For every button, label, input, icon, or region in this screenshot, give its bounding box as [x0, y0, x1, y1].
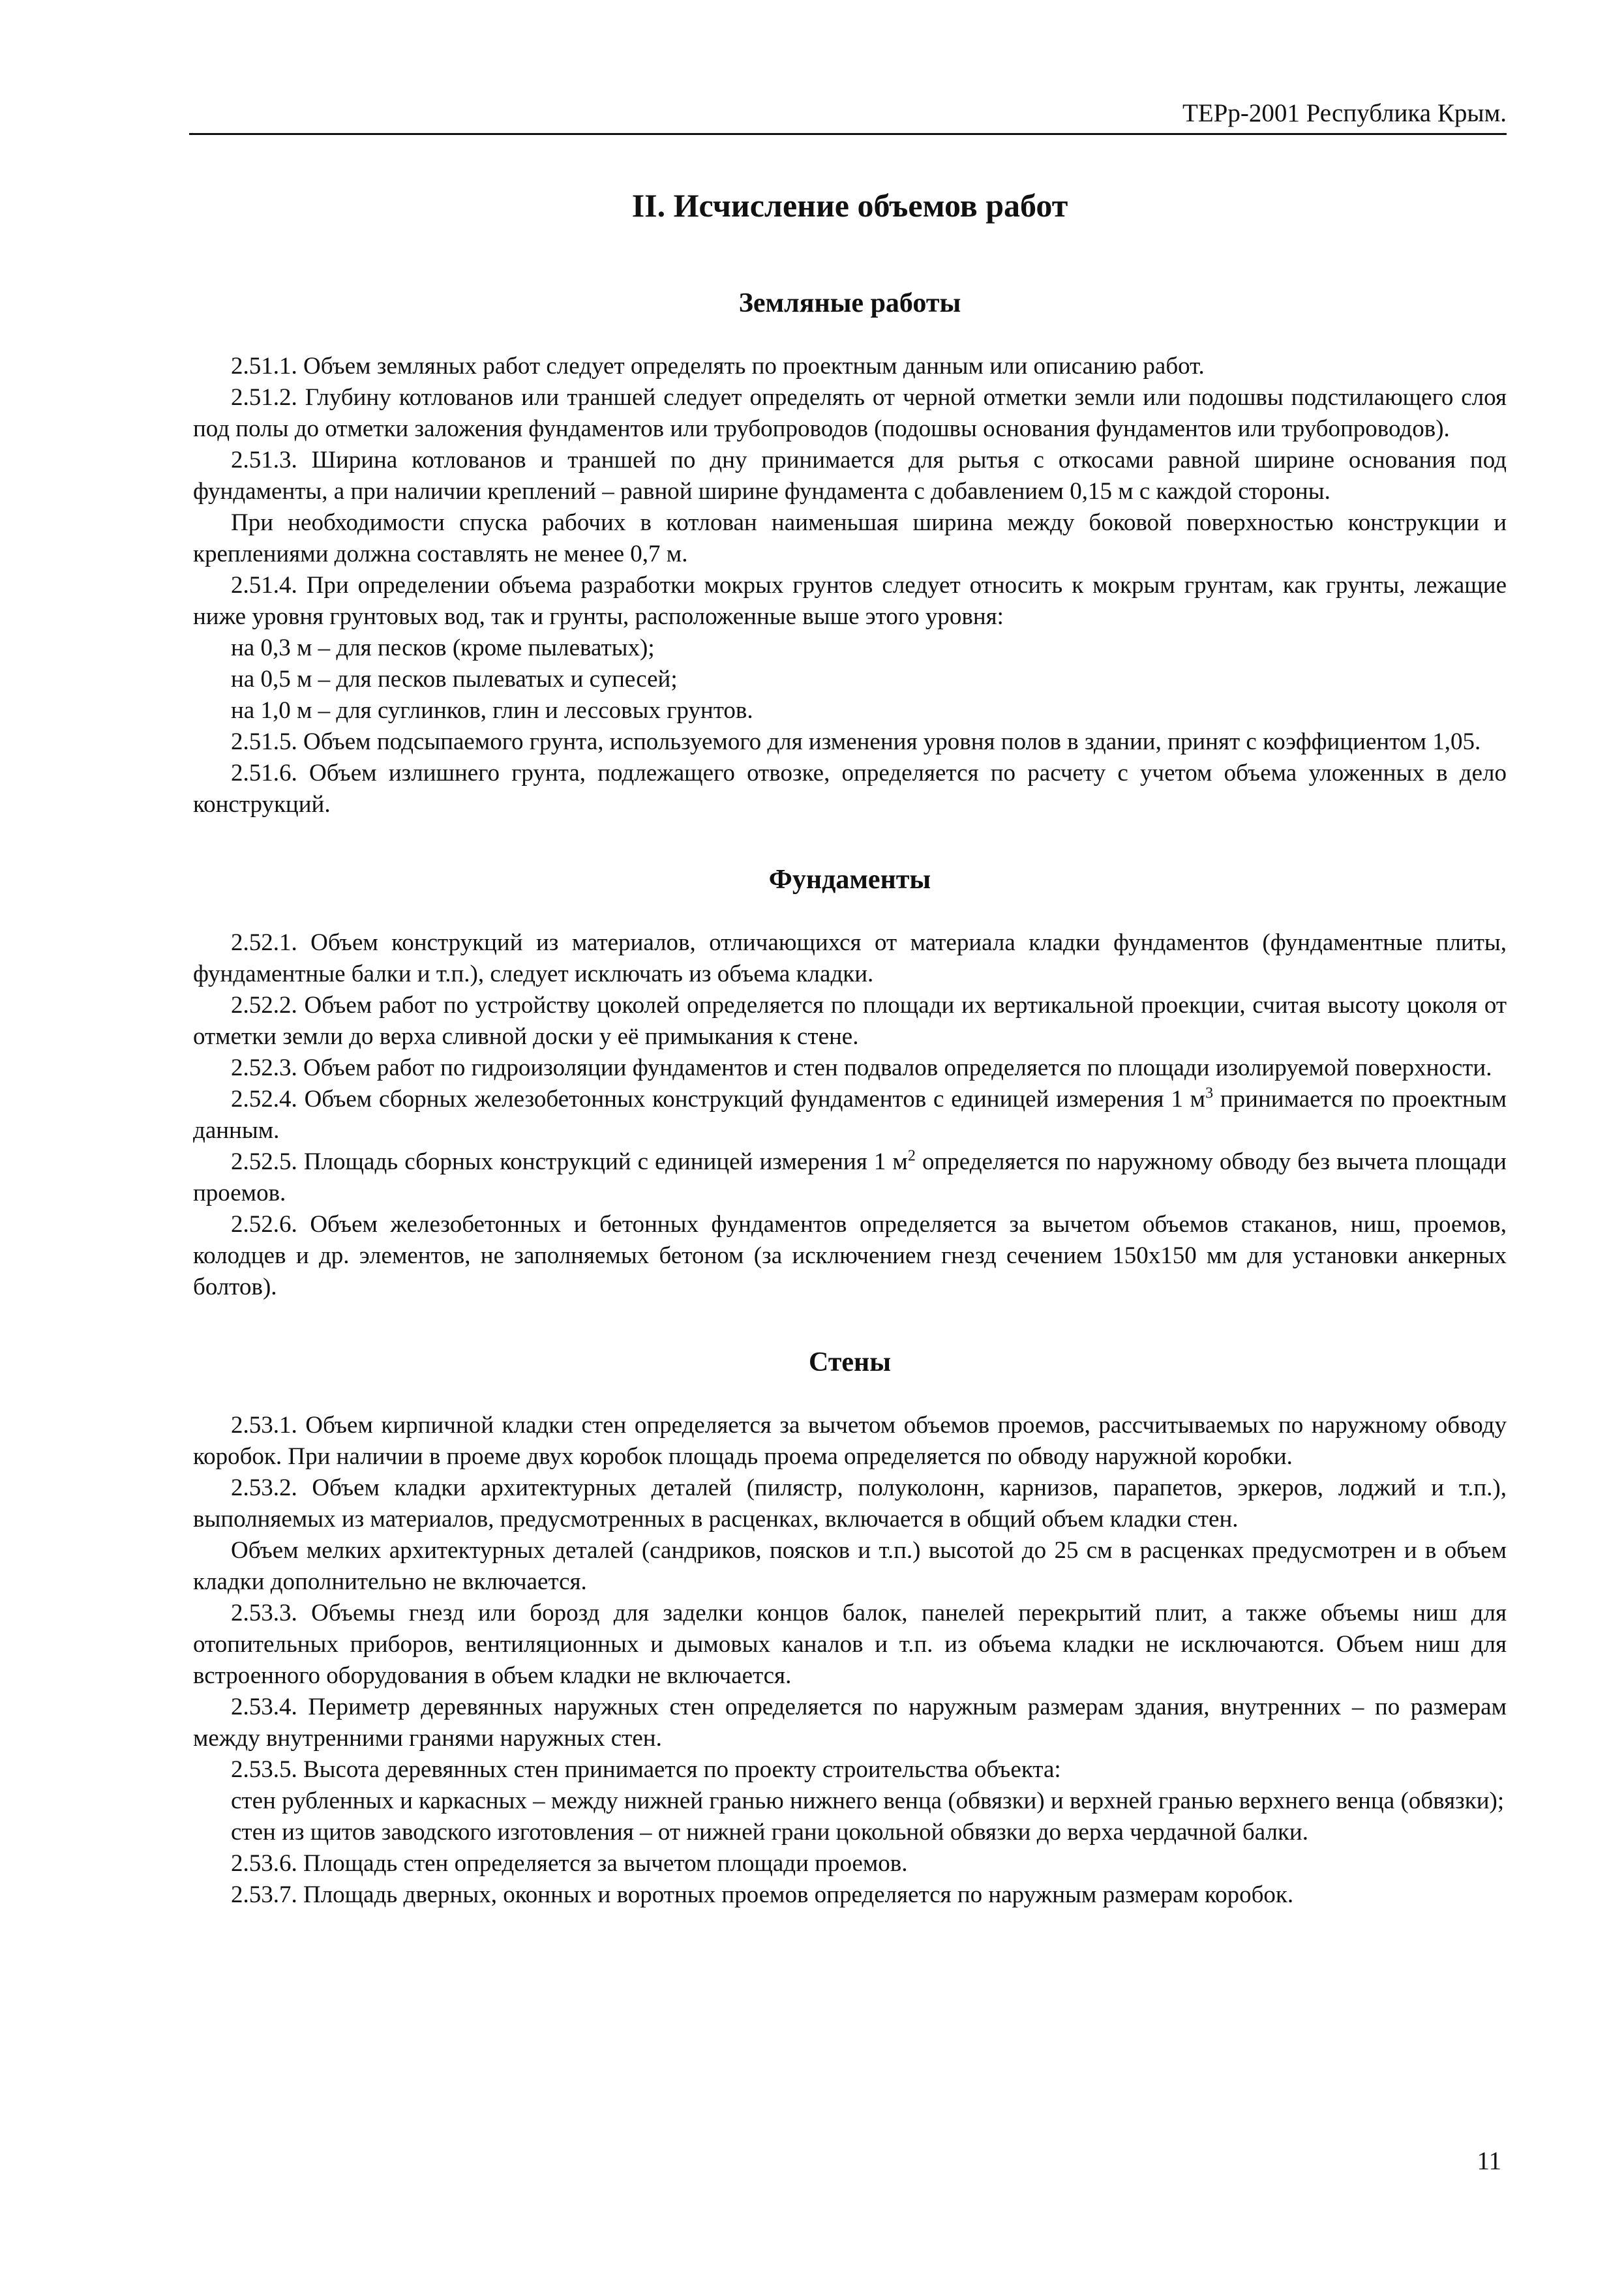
- paragraph: 2.53.1. Объем кирпичной кладки стен определяется за вычетом объемов проемов, рассчитываемых по наружному обводу коробок. При наличии в проеме двух коробок площадь проема определяется по обводу наружной коробки.: [193, 1412, 1507, 1470]
- paragraph: 2.52.2. Объем работ по устройству цоколей определяется по площади их вертикальной проекции, считая высоту цоколя от отметки земли до верха сливной доски у её примыкания к стене.: [193, 992, 1507, 1050]
- list-item: стен рубленных и каркасных – между нижней гранью нижнего венца (обвязки) и верхней гранью верхнего венца (обвязки);: [231, 1788, 1505, 1814]
- paragraph: При необходимости спуска рабочих в котлован наименьшая ширина между боковой поверхностью конструкции и креплениями должна составлять не менее 0,7 м.: [193, 509, 1507, 567]
- paragraph: 2.53.4. Периметр деревянных наружных стен определяется по наружным размерам здания, внутренних – по размерам между внутренними гранями наружных стен.: [193, 1694, 1507, 1752]
- superscript: 2: [907, 1147, 916, 1165]
- list-item: стен из щитов заводского изготовления – от нижней грани цокольной обвязки до верха чердачной балки.: [231, 1819, 1308, 1846]
- paragraph-text: определяется по наружному обводу без вычета площади проемов.: [193, 1148, 1507, 1206]
- superscript: 3: [1205, 1085, 1214, 1102]
- paragraph: 2.51.2. Глубину котлованов или траншей следует определять от черной отметки земли или подошвы подстилающего слоя под полы до отметки заложения фундаментов или трубопроводов (подошвы основания фундаментов или трубопроводов).: [193, 384, 1507, 442]
- paragraph: 2.53.3. Объемы гнезд или борозд для заделки концов балок, панелей перекрытий плит, а также объемы ниш для отопительных приборов, вентиляционных и дымовых каналов и т.п. из объема кладки не исключаются. Объем ниш для встроенного оборудования в объем кладки не включается.: [193, 1600, 1507, 1689]
- paragraph: [193, 1084, 1507, 1146]
- list-item: на 1,0 м – для суглинков, глин и лессовых грунтов.: [231, 697, 753, 724]
- list-item: на 0,5 м – для песков пылеватых и супесей;: [231, 666, 678, 693]
- paragraph: 2.51.3. Ширина котлованов и траншей по дну принимается для рытья с откосами равной ширине основания под фундаменты, а при наличии креплений – равной ширине фундамента с добавлением 0,15 м с каждой стороны.: [193, 447, 1507, 505]
- paragraph: 2.51.1. Объем земляных работ следует определять по проектным данным или описанию работ.: [231, 353, 1205, 380]
- paragraph: 2.52.6. Объем железобетонных и бетонных фундаментов определяется за вычетом объемов стаканов, ниш, проемов, колодцев и др. элементов, не заполняемых бетоном (за исключением гнезд сечением 150х150 мм для установки анкерных болтов).: [193, 1211, 1507, 1300]
- paragraph: Объем мелких архитектурных деталей (сандриков, поясков и т.п.) высотой до 25 см в расценках предусмотрен и в объем кладки дополнительно не включается.: [193, 1537, 1507, 1595]
- section-walls: [193, 1346, 1507, 1911]
- paragraph-text: 2.52.4. Объем сборных железобетонных конструкций фундаментов с единицей измерения 1 м: [231, 1086, 1206, 1113]
- paragraph: 2.51.5. Объем подсыпаемого грунта, используемого для изменения уровня полов в здании, принят с коэффициентом 1,05.: [231, 728, 1481, 755]
- page-content: [193, 186, 1507, 1954]
- paragraph: 2.51.6. Объем излишнего грунта, подлежащего отвозке, определяется по расчету с учетом объема уложенных в дело конструкций.: [193, 760, 1507, 818]
- section-earthworks: [193, 287, 1507, 820]
- paragraph-text: принимается по проектным данным.: [193, 1086, 1507, 1144]
- page-number: 11: [1477, 2147, 1501, 2175]
- paragraph: 2.52.1. Объем конструкций из материалов, отличающихся от материала кладки фундаментов (фундаментные плиты, фундаментные балки и т.п.), следует исключать из объема кладки.: [193, 929, 1507, 987]
- paragraph: 2.53.6. Площадь стен определяется за вычетом площади проемов.: [231, 1850, 908, 1877]
- paragraph: 2.51.4. При определении объема разработки мокрых грунтов следует относить к мокрым грунтам, как грунты, лежащие ниже уровня грунтовых вод, так и грунты, расположенные выше этого уровня:: [193, 572, 1507, 630]
- paragraph-text: 2.52.5. Площадь сборных конструкций с единицей измерения 1 м: [231, 1148, 908, 1175]
- paragraph: 2.53.5. Высота деревянных стен принимается по проекту строительства объекта:: [231, 1756, 1061, 1783]
- chapter-title: II. Исчисление объемов работ: [631, 187, 1068, 224]
- section-heading: Стены: [808, 1347, 892, 1377]
- list-item: на 0,3 м – для песков (кроме пылеватых);: [231, 635, 655, 661]
- paragraph: 2.52.3. Объем работ по гидроизоляции фундаментов и стен подвалов определяется по площади изолируемой поверхности.: [231, 1055, 1492, 1081]
- paragraph: [193, 1146, 1507, 1209]
- paragraph: 2.53.7. Площадь дверных, оконных и воротных проемов определяется по наружным размерам коробок.: [231, 1881, 1294, 1908]
- section-heading: Земляные работы: [738, 288, 961, 318]
- running-header: ТЕРр-2001 Республика Крым.: [189, 98, 1507, 135]
- section-heading: Фундаменты: [768, 865, 931, 895]
- section-foundations: [193, 863, 1507, 1303]
- paragraph: 2.53.2. Объем кладки архитектурных деталей (пилястр, полуколонн, карнизов, парапетов, эркеров, лоджий и т.п.), выполняемых из материалов, предусмотренных в расценках, включается в общий объем кладки стен.: [193, 1474, 1507, 1533]
